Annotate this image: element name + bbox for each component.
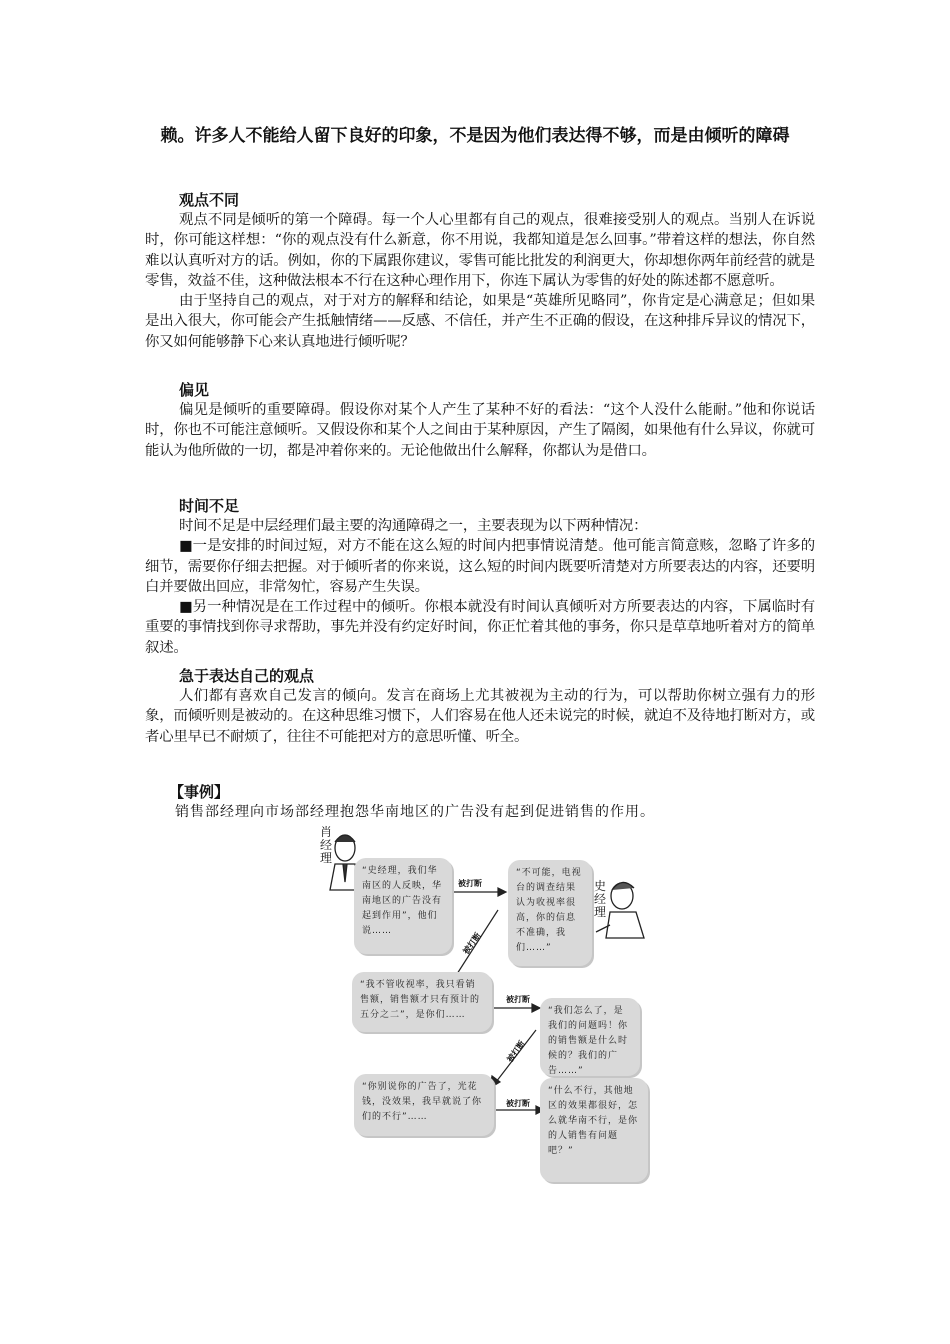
conversation-diagram — [310, 820, 655, 1190]
paragraph: 时间不足是中层经理们最主要的沟通障碍之一，主要表现为以下两种情况： — [179, 518, 648, 534]
speech-bubble-5: “你别说你的广告了，光花钱，没效果，我早就说了你们的不行”…… — [354, 1074, 494, 1136]
section-example — [145, 782, 815, 822]
paragraph: 人们都有喜欢自己发言的倾向。发言在商场上尤其被视为主动的行为，可以帮助你树立强有力的形象，而倾听则是被动的。在这种思维习惯下，人们容易在他人还未说完的时候，就迫不及待地打断对方，或者心里早已不耐烦了，往往不可能把对方的意思听懂、听全。 — [145, 688, 815, 745]
speech-bubble-4: “我们怎么了，是我们的问题吗！你的销售额是什么时候的？我们的广告……” — [540, 998, 640, 1076]
paragraph: 由于坚持自己的观点，对于对方的解释和结论，如果是“英雄所见略同”，你肯定是心满意足；但如果是出入很大，你可能会产生抵触情绪——反感、不信任，并产生不正确的假设，在这种排斥异议的情况下，你又如何能够静下心来认真地进行倾听呢？ — [145, 293, 815, 350]
example-heading: 【事例】 — [169, 783, 230, 801]
paragraph: ■一是安排的时间过短，对方不能在这么短的时间内把事情说清楚。他可能言简意赅，忽略了许多的细节，需要你仔细去把握。对于倾听者的你来说，这么短的时间内既要听清楚对方所要表达的内容，还要明白并要做出回应，非常匆忙，容易产生失误。 — [145, 538, 815, 595]
person-right-label: 史经理 — [594, 879, 607, 919]
section-time — [145, 496, 815, 658]
example-lead: 销售部经理向市场部经理抱怨华南地区的广告没有起到促进销售的作用。 — [175, 804, 655, 820]
section-heading: 急于表达自己的观点 — [179, 667, 315, 685]
paragraph: 观点不同是倾听的第一个障碍。每一个人心里都有自己的观点，很难接受别人的观点。当别人在诉说时，你可能这样想：“你的观点没有什么新意，你不用说，我都知道是怎么回事。”带着这样的想法，你自然难以认真听对方的话。例如，你的下属跟你建议，零售可能比批发的利润更大，你却想你两年前经营的就是零售，效益不佳，这种做法根本不行在这种心理作用下，你连下属认为零售的好处的陈述都不愿意听。 — [145, 212, 815, 289]
speech-bubble-6: “什么不行，其他地区的效果都很好，怎么就华南不行，是你的人销售有问题吧？” — [540, 1078, 648, 1182]
page-title: 赖。许多人不能给人留下良好的印象，不是因为他们表达得不够，而是由倾听的障碍 — [160, 126, 790, 146]
interrupt-tag: 被打断 — [506, 995, 530, 1004]
paragraph: 偏见是倾听的重要障碍。假设你对某个人产生了某种不好的看法：“这个人没什么能耐。”他和你说话时，你也不可能注意倾听。又假设你和某个人之间由于某种原因，产生了隔阂，如果他有什么异议，你就可能认为他所做的一切，都是冲着你来的。无论他做出什么解释，你都认为是借口。 — [145, 402, 815, 459]
speech-bubble-1: “史经理，我们华南区的人反映，华南地区的广告没有起到作用”，他们说…… — [354, 858, 452, 954]
interrupt-tag: 被打断 — [461, 931, 483, 956]
section-heading: 偏见 — [179, 381, 210, 399]
paragraph: ■另一种情况是在工作过程中的倾听。你根本就没有时间认真倾听对方所要表达的内容，下属临时有重要的事情找到你寻求帮助，事先并没有约定好时间，你正忙着其他的事务，你只是草草地听着对方的简单叙述。 — [145, 599, 815, 656]
interrupt-tag: 被打断 — [505, 1039, 527, 1064]
interrupt-tag: 被打断 — [458, 879, 482, 888]
section-heading: 观点不同 — [179, 191, 240, 209]
interrupt-tag: 被打断 — [506, 1099, 530, 1108]
section-heading: 时间不足 — [179, 497, 240, 515]
section-prejudice — [145, 380, 815, 461]
speech-bubble-2: “不可能，电视台的调查结果认为收视率很高，你的信息不准确，我们……” — [508, 860, 592, 966]
person-left-label: 肖经理 — [320, 825, 333, 865]
section-eager — [145, 666, 815, 747]
speech-bubble-3: “我不管收视率，我只看销售额，销售额才只有预计的五分之二”，是你们…… — [352, 972, 492, 1032]
section-viewpoints — [145, 190, 815, 352]
